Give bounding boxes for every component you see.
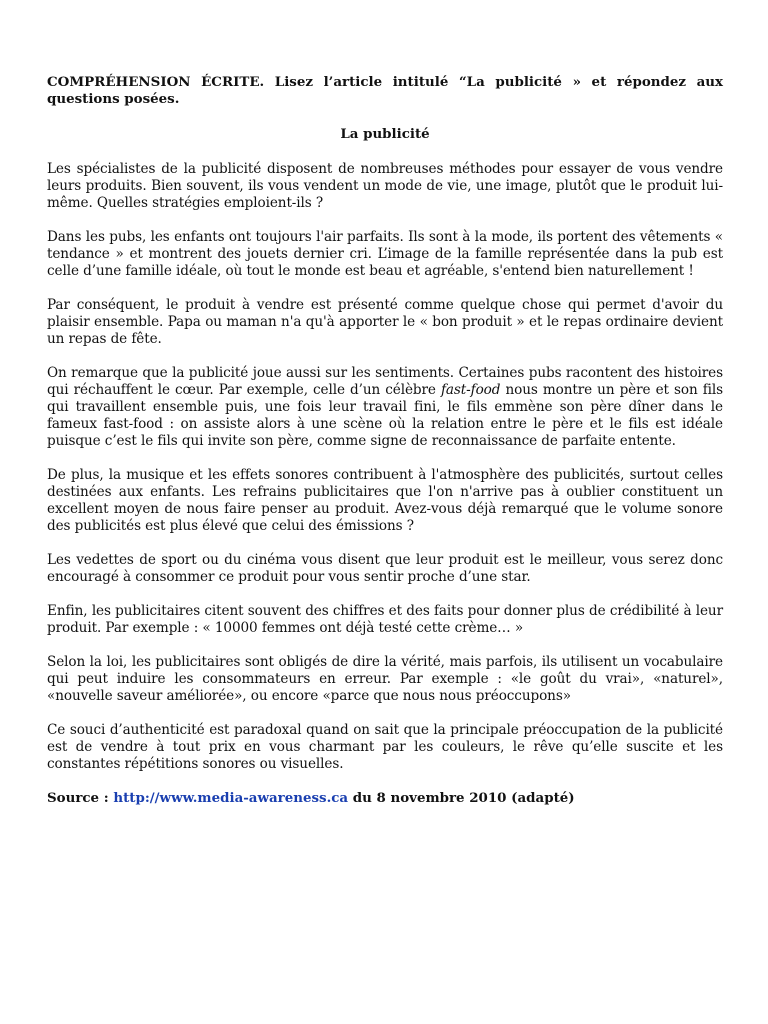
paragraph-3: Par conséquent, le produit à vendre est présenté comme quelque chose qui permet d'avoir du plaisir ensemble. Papa ou maman n'a qu'à apporter le « bon produit » et le repas ordinaire devient un repas de fête. — [47, 297, 723, 347]
source-link[interactable]: http://www.media-awareness.ca — [113, 790, 349, 806]
source-label: Source : — [47, 790, 114, 806]
paragraph-6: Les vedettes de sport ou du cinéma vous disent que leur produit est le meilleur, vous serez donc encouragé à consommer ce produit pour vous sentir proche d’une star. — [47, 552, 723, 585]
paragraph-4-italic: fast-food — [440, 382, 501, 398]
document-page — [47, 74, 723, 807]
paragraph-1: Les spécialistes de la publicité disposent de nombreuses méthodes pour essayer de vous vendre leurs produits. Bien souvent, ils vous vendent un mode de vie, une image, plutôt que le produit lui-même. Quelles stratégies emploient-ils ? — [47, 161, 723, 211]
paragraph-4 — [47, 365, 723, 450]
paragraph-2: Dans les pubs, les enfants ont toujours l'air parfaits. Ils sont à la mode, ils portent des vêtements « tendance » et montrent des jouets dernier cri. L’image de la famille représentée dans la pub est celle d’une famille idéale, où tout le monde est beau et agréable, s'entend bien naturellement ! — [47, 229, 723, 279]
source-suffix: du 8 novembre 2010 (adapté) — [348, 790, 575, 806]
paragraph-7: Enfin, les publicitaires citent souvent des chiffres et des faits pour donner plus de crédibilité à leur produit. Par exemple : « 10000 femmes ont déjà testé cette crème… » — [47, 603, 723, 636]
paragraph-9: Ce souci d’authenticité est paradoxal quand on sait que la principale préoccupation de la publicité est de vendre à tout prix en vous charmant par les couleurs, le rêve qu’elle suscite et les constantes répétitions sonores ou visuelles. — [47, 722, 723, 772]
paragraph-8: Selon la loi, les publicitaires sont obligés de dire la vérité, mais parfois, ils utilisent un vocabulaire qui peut induire les consommateurs en erreur. Par exemple : «le goût du vrai», «naturel», «nouvelle saveur améliorée», ou encore «parce que nous nous préoccupons» — [47, 654, 723, 704]
source-line — [47, 790, 723, 807]
article-title: La publicité — [340, 126, 430, 142]
paragraph-5: De plus, la musique et les effets sonores contribuent à l'atmosphère des publicités, surtout celles destinées aux enfants. Les refrains publicitaires que l'on n'arrive pas à oublier constituent un excellent moyen de nous faire penser au produit. Avez-vous déjà remarqué que le volume sonore des publicités est plus élevé que celui des émissions ? — [47, 467, 723, 534]
paragraph-4-before: On remarque que la publicité joue aussi sur les sentiments. Certaines pubs racontent des histoires qui réchauffent le cœur. Par exemple, celle d’un célèbre — [47, 365, 723, 398]
paragraph-4-after: nous montre un père et son fils qui travaillent ensemble puis, une fois leur travail fini, le fils emmène son père dîner dans le fameux fast-food : on assiste alors à une scène où la relation entre le père et le fils est idéale puisque c’est le fils qui invite son père, comme signe de reconnaissance de parfaite entente. — [47, 382, 724, 449]
exercise-heading: COMPRÉHENSION ÉCRITE. Lisez l’article intitulé “La publicité » et répondez aux questions posées. — [47, 74, 723, 107]
